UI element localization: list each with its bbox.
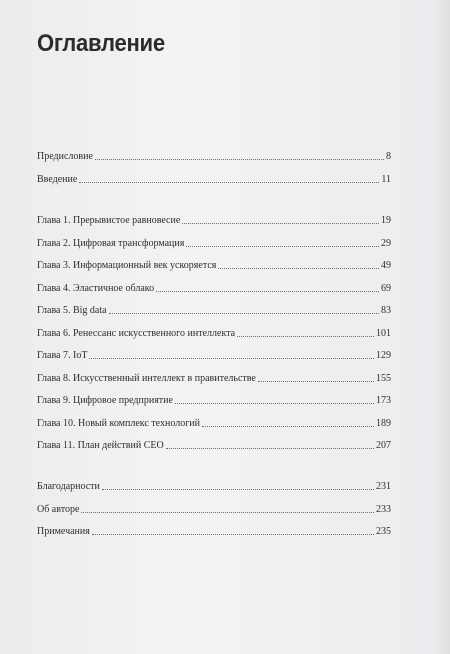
- toc-entry-label: Глава 11. План действий CEO: [37, 440, 164, 451]
- toc-entry-preface: [37, 148, 391, 162]
- toc-entry-chapter-2: [37, 235, 391, 249]
- toc-entry-acknowledgements: [37, 478, 391, 492]
- dot-leader: [81, 511, 374, 513]
- toc-entry-page: 207: [376, 440, 391, 451]
- toc-entry-chapter-7: [37, 347, 391, 361]
- toc-entry-page: 11: [381, 174, 391, 185]
- toc-entry-label: Об авторе: [37, 504, 80, 515]
- toc-entry-chapter-6: [37, 325, 391, 339]
- toc-entry-label: Глава 3. Информационный век ускоряется: [37, 260, 217, 271]
- toc-entry-page: 129: [376, 350, 391, 361]
- toc-entry-label: Глава 2. Цифровая трансформация: [37, 238, 185, 249]
- dot-leader: [89, 357, 374, 359]
- toc-entry-page: 235: [376, 526, 391, 537]
- toc-entry-chapter-9: [37, 392, 391, 406]
- toc-entry-label: Глава 1. Прерывистое равновесие: [37, 215, 181, 226]
- toc-entry-chapter-10: [37, 415, 391, 429]
- toc-entry-page: 69: [381, 283, 391, 294]
- toc-entry-label: Предисловие: [37, 151, 93, 162]
- dot-leader: [218, 267, 379, 269]
- dot-leader: [237, 335, 374, 337]
- toc-entry-label: Глава 5. Big data: [37, 305, 107, 316]
- toc-entry-label: Глава 8. Искусственный интеллект в правительстве: [37, 373, 256, 384]
- dot-leader: [92, 533, 374, 535]
- toc-entry-label: Глава 4. Эластичное облако: [37, 283, 155, 294]
- toc-entry-label: Введение: [37, 174, 78, 185]
- dot-leader: [175, 402, 374, 404]
- toc-entry-page: 83: [381, 305, 391, 316]
- toc-entry-label: Примечания: [37, 526, 90, 537]
- dot-leader: [95, 158, 384, 160]
- toc-entry-label: Глава 10. Новый комплекс технологий: [37, 418, 201, 429]
- dot-leader: [79, 181, 379, 183]
- toc-entry-page: 189: [376, 418, 391, 429]
- dot-leader: [202, 425, 374, 427]
- page-title: Оглавление: [37, 30, 165, 57]
- toc-entry-notes: [37, 523, 391, 537]
- toc-entry-label: Глава 9. Цифровое предприятие: [37, 395, 173, 406]
- dot-leader: [102, 488, 374, 490]
- toc-entry-about-author: [37, 501, 391, 515]
- dot-leader: [156, 290, 379, 292]
- toc-entry-page: 155: [376, 373, 391, 384]
- toc-entry-page: 49: [381, 260, 391, 271]
- toc-entry-label: Глава 6. Ренессанс искусственного интеллекта: [37, 328, 236, 339]
- dot-leader: [166, 447, 374, 449]
- toc-entry-chapter-1: [37, 212, 391, 226]
- toc-entry-page: 8: [386, 151, 391, 162]
- toc-entry-label: Глава 7. IoT: [37, 350, 88, 361]
- toc-entry-label: Благодарности: [37, 481, 100, 492]
- dot-leader: [109, 312, 379, 314]
- toc-entry-chapter-5: [37, 302, 391, 316]
- toc-entry-page: 231: [376, 481, 391, 492]
- toc-entry-page: 29: [381, 238, 391, 249]
- dot-leader: [258, 380, 374, 382]
- toc-entry-introduction: [37, 171, 391, 185]
- dot-leader: [182, 222, 379, 224]
- toc-entry-page: 173: [376, 395, 391, 406]
- dot-leader: [186, 245, 379, 247]
- toc-entry-chapter-8: [37, 370, 391, 384]
- toc-entry-page: 233: [376, 504, 391, 515]
- toc-entry-chapter-11: [37, 437, 391, 451]
- toc-entry-page: 19: [381, 215, 391, 226]
- toc-entry-page: 101: [376, 328, 391, 339]
- page-edge-shadow: [432, 0, 450, 654]
- toc-entry-chapter-4: [37, 280, 391, 294]
- toc-entry-chapter-3: [37, 257, 391, 271]
